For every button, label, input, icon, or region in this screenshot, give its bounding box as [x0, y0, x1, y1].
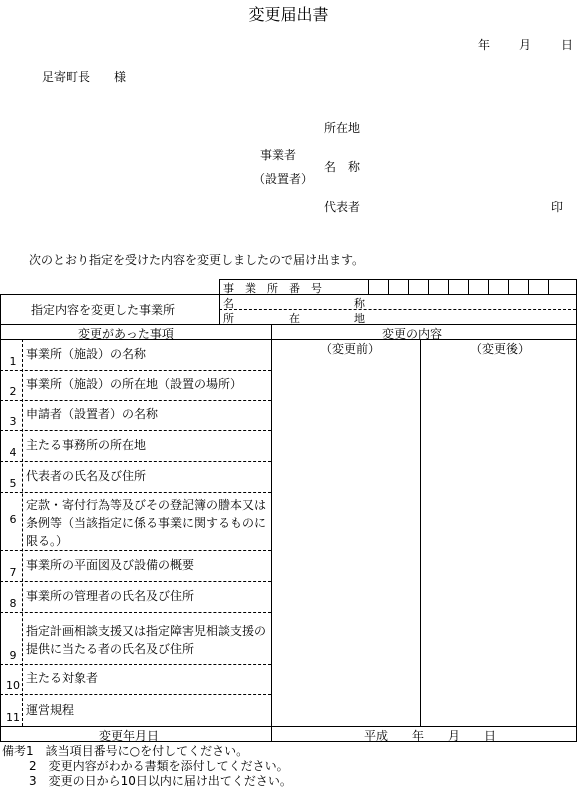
row-number: 11 [6, 711, 20, 724]
office-label: 指定内容を変更した事業所 [31, 303, 176, 317]
date-day: 日 [561, 38, 574, 52]
office-name-label-left: 名 [223, 297, 234, 310]
content-column-header: 変更の内容 [382, 327, 443, 341]
row-item-text: 代表者の氏名及び住所 [26, 469, 147, 483]
change-date-value: 平成 年 月 日 [364, 729, 497, 743]
document-title: 変更届出書 [248, 5, 329, 24]
row-item-text: 指定計画相談支援又は指定障害児相談支援の提供に当たる者の氏名及び住所 [26, 624, 267, 656]
change-date-label: 変更年月日 [99, 729, 160, 743]
office-number-label: 事 業 所 番 号 [223, 282, 322, 295]
office-name-label-right: 称 [354, 297, 365, 310]
row-number: 7 [9, 566, 17, 579]
row-number: 5 [9, 477, 17, 490]
entity-name-label: 名 称 [324, 160, 361, 174]
before-header: （変更前） [320, 342, 381, 356]
note-line: 備考1 該当項目番号に○を付してください。 [2, 744, 249, 758]
row-number: 10 [6, 679, 20, 692]
intro-text: 次のとおり指定を受けた内容を変更しましたので届け出ます。 [29, 253, 365, 267]
entity-label-1: 事業者 [260, 148, 297, 162]
entity-address-label: 所在地 [324, 121, 361, 135]
entity-label-2: （設置者） [253, 172, 314, 186]
seal-mark: 印 [551, 200, 564, 214]
row-item-text: 申請者（設置者）の名称 [26, 407, 159, 421]
after-header: （変更後） [470, 342, 531, 356]
row-item-text: 事業所の管理者の氏名及び住所 [26, 589, 195, 603]
office-addr-label-right: 地 [354, 312, 365, 325]
row-number: 9 [9, 649, 17, 662]
row-number: 3 [9, 415, 17, 428]
row-item-text: 事業所（施設）の所在地（設置の場所） [26, 377, 243, 391]
row-number: 4 [9, 446, 17, 459]
row-item-text: 主たる事務所の所在地 [26, 438, 147, 452]
row-number: 1 [9, 355, 17, 368]
row-item-text: 定款・寄付行為等及びその登記簿の謄本又は条例等（当該指定に係る事業に関するものに限る。） [26, 498, 267, 548]
date-year: 年 [478, 38, 491, 52]
row-number: 6 [9, 513, 17, 526]
date-month: 月 [519, 38, 532, 52]
items-column-header: 変更があった事項 [78, 327, 174, 341]
note-line: 3 変更の日から10日以内に届け出てください。 [29, 774, 292, 788]
row-number: 8 [9, 597, 17, 610]
entity-representative-label: 代表者 [324, 200, 361, 214]
office-addr-label-mid: 在 [289, 312, 300, 325]
row-number: 2 [9, 385, 17, 398]
office-addr-label-left: 所 [223, 312, 234, 325]
row-item-text: 事業所の平面図及び設備の概要 [26, 558, 195, 572]
addressee: 足寄町長 様 [42, 70, 127, 84]
row-item-text: 運営規程 [26, 703, 75, 717]
row-item-text: 主たる対象者 [26, 671, 99, 685]
note-line: 2 変更内容がわかる書類を添付してください。 [29, 759, 289, 773]
row-item-text: 事業所（施設）の名称 [26, 347, 147, 361]
